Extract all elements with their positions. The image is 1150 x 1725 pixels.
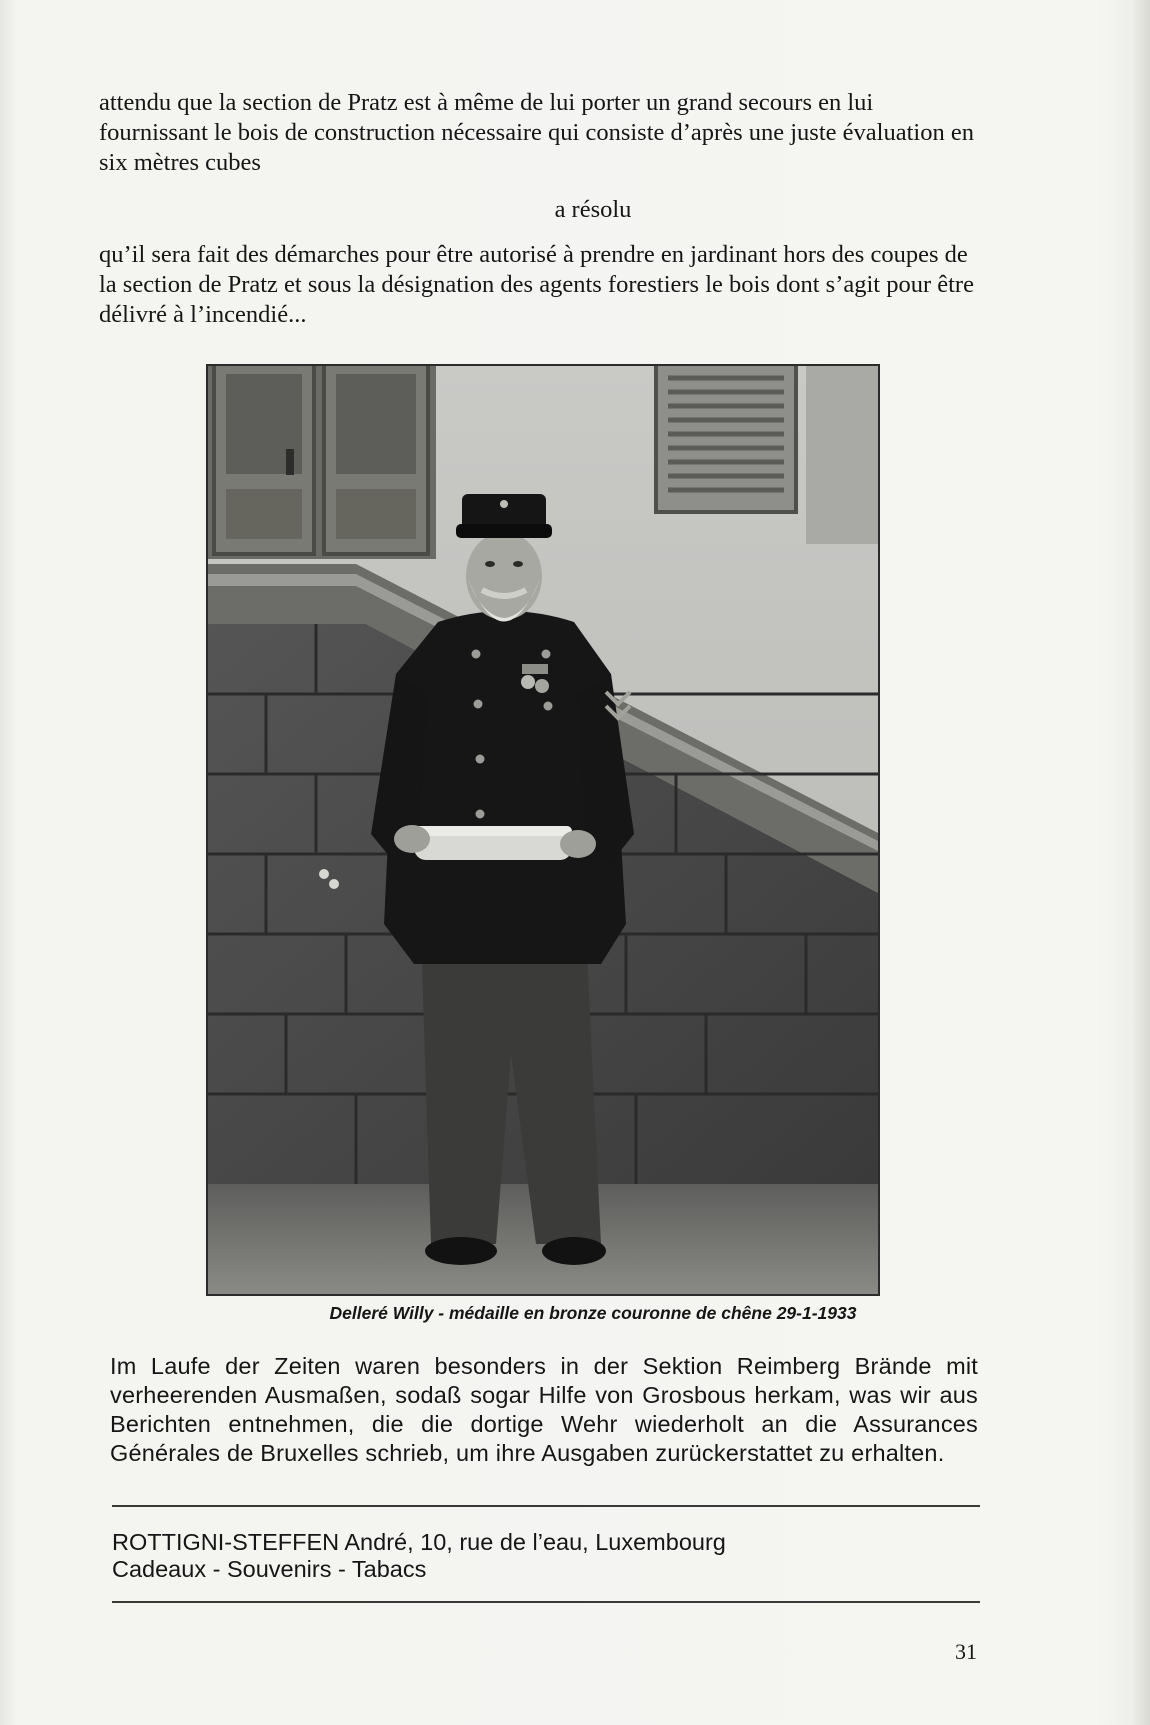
resolu-heading: a résolu [554,196,632,223]
archival-photo [206,364,880,1296]
page-number: 31 [955,1639,977,1664]
advert-line-address: ROTTIGNI-STEFFEN André, 10, rue de l’eau, Luxembourg [112,1529,726,1555]
advert-top-rule [112,1505,980,1507]
paragraph-fr-1: attendu que la section de Pratz est à même de lui porter un grand secours en lui fournissant le bois de construction nécessaire qui consiste d’après une juste évaluation en six mètres cubes [99,89,974,176]
paragraph-fr-2: qu’il sera fait des démarches pour être autorisé à prendre en jardinant hors des coupes de la section de Pratz et sous la désignation des agents forestiers le bois dont s’agit pour être délivré à l’incendié... [99,241,974,328]
advert-bottom-rule [112,1601,980,1603]
page-edge [1133,0,1150,1725]
paragraph-de: Im Laufe der Zeiten waren besonders in der Sektion Reimberg Brände mit verheerenden Ausmaßen, sodaß sogar Hilfe von Grosbous herkam, was wir aus Berichten entnehmen, die die dortige Wehr wiederholt an die Assurances Générales de Bruxelles schrieb, um ihre Ausgaben zurückerstattet zu erhalten. [110,1353,978,1466]
advert-line-goods: Cadeaux - Souvenirs - Tabacs [112,1556,427,1582]
photo-caption: Delleré Willy - médaille en bronze couronne de chêne 29-1-1933 [329,1303,857,1323]
